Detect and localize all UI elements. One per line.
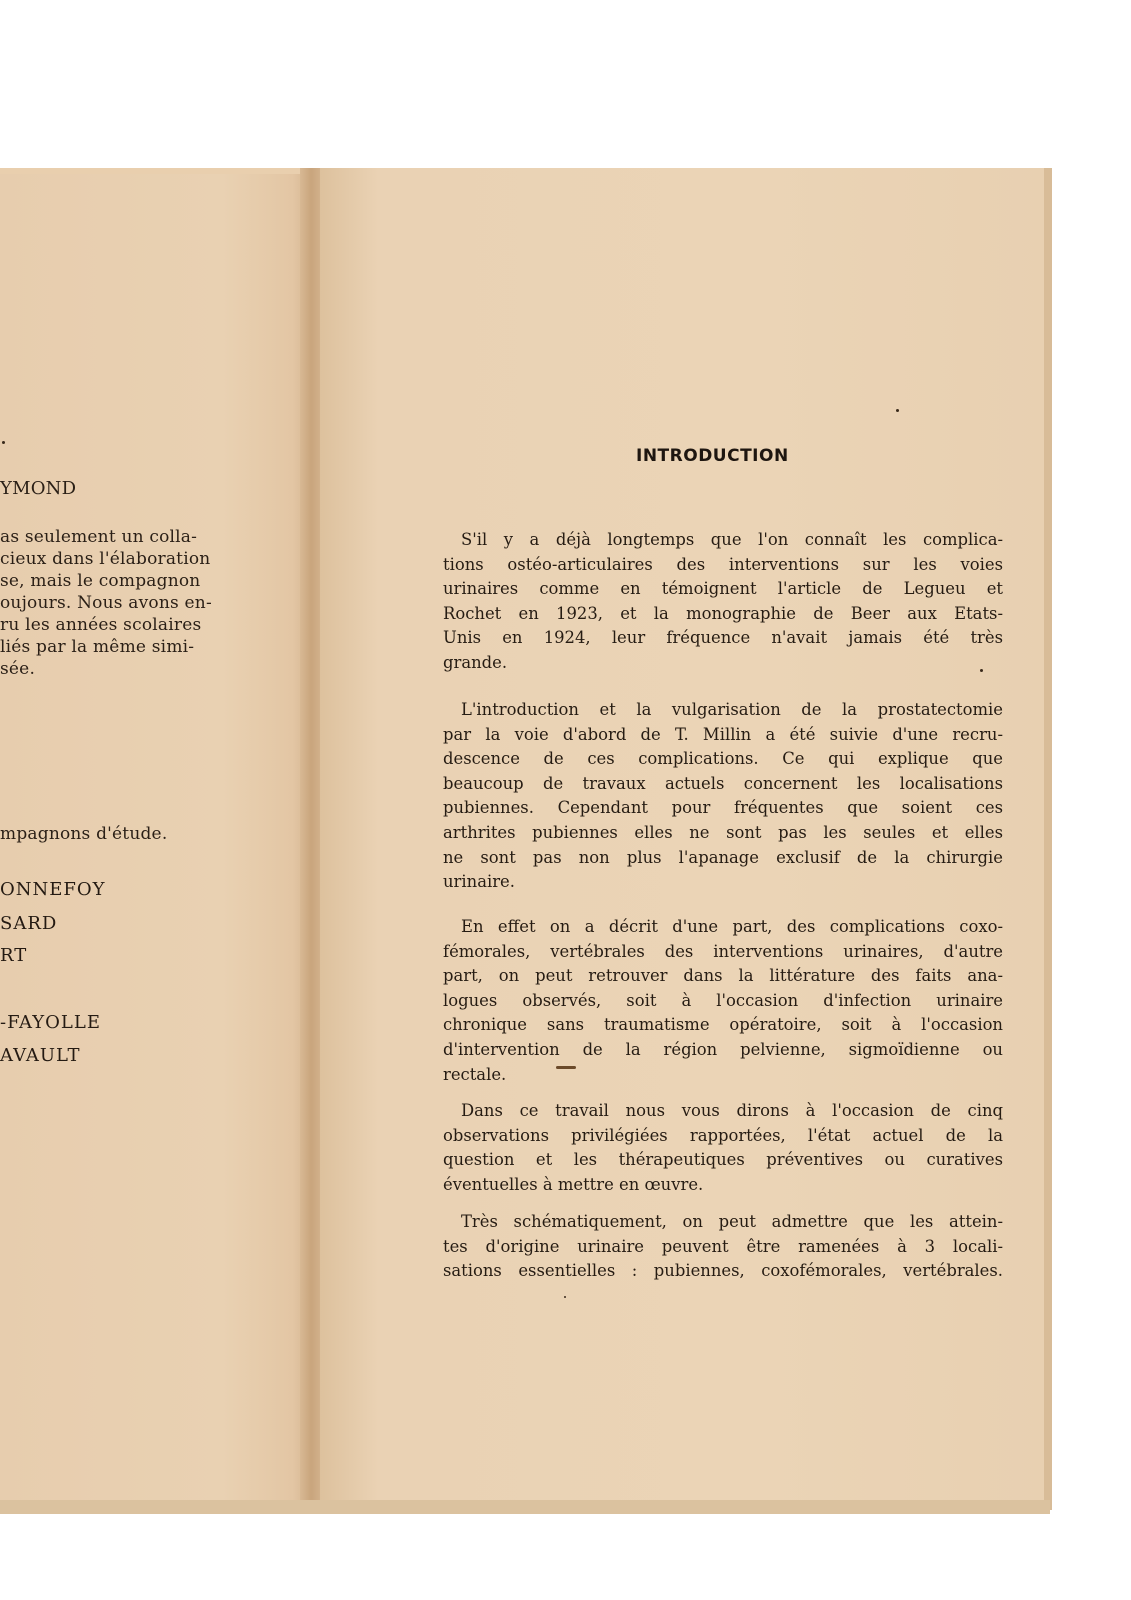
text-line: S'il y a déjà longtemps que l'on connaît les complica-	[461, 530, 1003, 549]
left-text-line: liés par la même simi-	[0, 637, 195, 657]
text-line: descence de ces complications. Ce qui explique que	[443, 749, 1003, 769]
left-heading-fragment: YMOND	[0, 478, 77, 499]
text-line: chronique sans traumatisme opératoire, soit à l'occasion	[443, 1015, 1003, 1035]
text-line: Très schématiquement, on peut admettre que les attein-	[461, 1212, 1003, 1231]
paragraph	[443, 528, 1003, 676]
scan-speck	[2, 441, 5, 444]
paragraph	[443, 1099, 1003, 1197]
paragraph	[443, 698, 1003, 895]
left-name-line: -FAYOLLE	[0, 1012, 101, 1033]
text-line: ne sont pas non plus l'apanage exclusif de la chirurgie	[443, 847, 1003, 867]
page-title: INTRODUCTION	[636, 446, 789, 466]
paragraph	[443, 915, 1003, 1087]
page-edge	[1044, 168, 1052, 1510]
text-line: En effet on a décrit d'une part, des complications coxo-	[461, 917, 1003, 936]
left-name-line: ONNEFOY	[0, 879, 106, 900]
left-text-line: mpagnons d'étude.	[0, 824, 168, 844]
text-line: pubiennes. Cependant pour fréquentes que soient ces	[443, 798, 1003, 818]
text-line: éventuelles à mettre en œuvre.	[443, 1174, 704, 1194]
scan-speck	[556, 1066, 576, 1069]
text-line: tions ostéo-articulaires des interventions sur les voies	[443, 554, 1003, 574]
scan-speck	[980, 669, 983, 672]
text-line: par la voie d'abord de T. Millin a été suivie d'une recru-	[443, 724, 1003, 744]
text-line: observations privilégiées rapportées, l'état actuel de la	[443, 1125, 1003, 1145]
text-line: grande.	[443, 652, 508, 672]
paragraph	[443, 1210, 1003, 1284]
left-text-line: cieux dans l'élaboration	[0, 549, 211, 569]
text-line: Rochet en 1923, et la monographie de Beer aux Etats-	[443, 603, 1003, 623]
text-line: d'intervention de la région pelvienne, sigmoïdienne ou	[443, 1039, 1003, 1059]
text-line: Unis en 1924, leur fréquence n'avait jamais été très	[443, 628, 1003, 648]
scan-speck	[896, 409, 899, 412]
text-line: tes d'origine urinaire peuvent être ramenées à 3 locali-	[443, 1236, 1003, 1256]
left-text-line: as seulement un colla-	[0, 527, 198, 547]
left-text-line: sée.	[0, 659, 36, 679]
page-bottom-edge	[0, 1500, 1050, 1514]
text-line: part, on peut retrouver dans la littérature des faits ana-	[443, 966, 1003, 986]
text-line: logues observés, soit à l'occasion d'infection urinaire	[443, 990, 1003, 1010]
text-line: beaucoup de travaux actuels concernent les localisations	[443, 773, 1003, 793]
text-line: urinaire.	[443, 872, 515, 892]
left-text-line: se, mais le compagnon	[0, 571, 201, 591]
left-name-line: AVAULT	[0, 1045, 81, 1066]
left-text-line: oujours. Nous avons en-	[0, 593, 212, 613]
text-line: question et les thérapeutiques préventives ou curatives	[443, 1150, 1003, 1170]
text-line: Dans ce travail nous vous dirons à l'occasion de cinq	[461, 1101, 1003, 1120]
left-name-line: SARD	[0, 913, 58, 934]
text-line: fémorales, vertébrales des interventions urinaires, d'autre	[443, 941, 1003, 961]
left-text-line: ru les années scolaires	[0, 615, 202, 635]
text-line: urinaires comme en témoignent l'article de Legueu et	[443, 579, 1003, 599]
text-line: rectale.	[443, 1064, 507, 1084]
text-line: sations essentielles : pubiennes, coxofémorales, vertébrales.	[443, 1261, 1003, 1281]
scan-speck	[564, 1296, 566, 1298]
text-line: arthrites pubiennes elles ne sont pas les seules et elles	[443, 822, 1003, 842]
text-line: L'introduction et la vulgarisation de la prostatectomie	[461, 700, 1003, 719]
left-name-line: RT	[0, 945, 28, 966]
